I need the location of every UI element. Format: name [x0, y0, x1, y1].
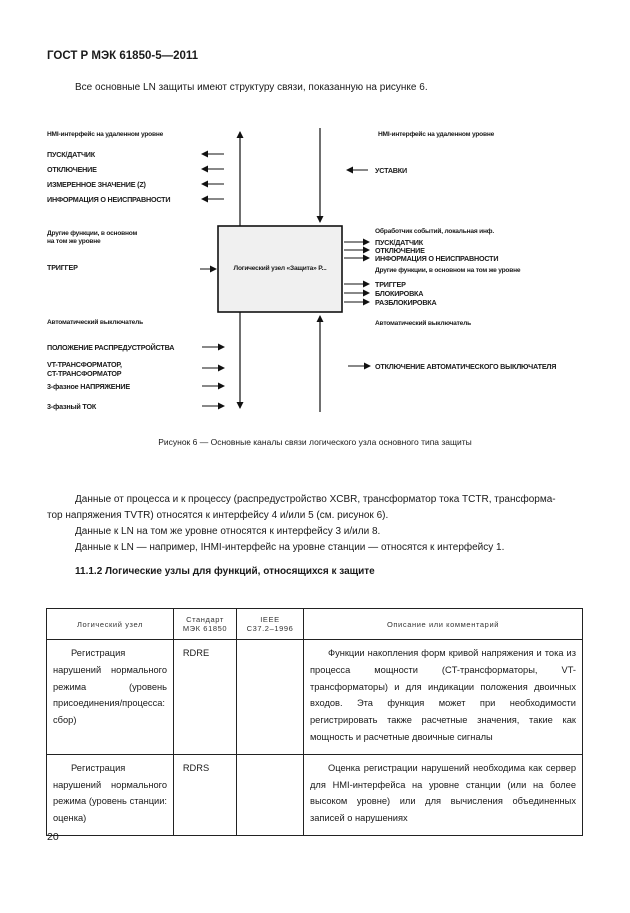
header-iec-standard: Стандарт МЭК 61850: [174, 609, 237, 640]
cell-ieee: [237, 640, 304, 755]
right-events-label: Обработчик событий, локальная инф.: [375, 228, 494, 235]
label-3phase-voltage: 3-фазное НАПРЯЖЕНИЕ: [47, 382, 130, 391]
cell-description: Функции накопления форм кривой напряжения и тока из процесса мощности (CT-трансформаторы, VT-трансформаторы) и для индикации положения двоичных входов. Эта функция может при необходимости регистрировать также расчетные значения, такие как мощность и расчетные двоичные сигналы: [304, 640, 583, 755]
header-ieee: IEEE C37.2–1996: [237, 609, 304, 640]
label-3phase-current: 3-фазный ТОК: [47, 402, 97, 411]
left-top-label: HMI-интерфейс на удаленном уровне: [47, 131, 164, 138]
left-other-functions-line1: Другие функции, в основном: [47, 230, 138, 237]
label-vt-transformer: VT-ТРАНСФОРМАТОР,: [47, 360, 122, 369]
figure-caption: Рисунок 6 — Основные каналы связи логического узла основного типа защиты: [158, 437, 472, 447]
paragraph-2: Данные к LN на том же уровне относятся к интерфейсу 3 и/или 8.: [75, 526, 381, 537]
label-block-out: БЛОКИРОВКА: [375, 289, 424, 298]
label-breaker-trip: ОТКЛЮЧЕНИЕ АВТОМАТИЧЕСКОГО ВЫКЛЮЧАТЕЛЯ: [375, 362, 557, 371]
label-trip: ОТКЛЮЧЕНИЕ: [47, 165, 97, 174]
header-description: Описание или комментарий: [304, 609, 583, 640]
label-trigger-out: ТРИГГЕР: [375, 280, 406, 289]
cell-code: RDRE: [174, 640, 237, 755]
cell-description: Оценка регистрации нарушений необходима как сервер для HMI-интерфейса на уровне станции (или на более высоком уровне) или для вычисления объединенных записей о нарушениях: [304, 754, 583, 835]
table-header-row: [47, 609, 583, 640]
label-start-sensor: ПУСК/ДАТЧИК: [47, 150, 95, 159]
right-other-label: Другие функции, в основном на том же уровне: [375, 267, 521, 274]
table-row: [47, 754, 583, 835]
paragraph-1-line-1: Данные от процесса и к процессу (распредустройство XCBR, трансформатор тока TCTR, трансформа-: [75, 494, 556, 505]
intro-paragraph: Все основные LN защиты имеют структуру связи, показанную на рисунке 6.: [75, 82, 428, 93]
left-breaker-label: Автоматический выключатель: [47, 319, 143, 326]
section-title: 11.1.2 Логические узлы для функций, относящихся к защите: [75, 566, 375, 577]
paragraph-3: Данные к LN — например, IHMI-интерфейс на уровне станции — относятся к интерфейсу 1.: [75, 542, 505, 553]
label-measured-value: ИЗМЕРЕННОЕ ЗНАЧЕНИЕ (Z): [47, 180, 146, 189]
label-fault-info-out: ИНФОРМАЦИЯ О НЕИСПРАВНОСТИ: [375, 254, 499, 263]
cell-ieee: [237, 754, 304, 835]
label-trip-out: ОТКЛЮЧЕНИЕ: [375, 246, 425, 255]
protection-nodes-table: [46, 608, 583, 836]
cell-node: Регистрация нарушений нормального режима (уровень станции: оценка): [47, 754, 174, 835]
left-other-functions-line2: на том же уровне: [47, 238, 101, 245]
cell-node: Регистрация нарушений нормального режима (уровень присоединения/процесса: сбор): [47, 640, 174, 755]
page-number: 20: [47, 831, 59, 843]
label-unblock-out: РАЗБЛОКИРОВКА: [375, 298, 437, 307]
label-trigger-in: ТРИГГЕР: [47, 263, 78, 272]
cell-code: RDRS: [174, 754, 237, 835]
label-switchgear-position: ПОЛОЖЕНИЕ РАСПРЕДУСТРОЙСТВА: [47, 343, 175, 352]
header-logical-node: Логический узел: [47, 609, 174, 640]
label-start-sensor-out: ПУСК/ДАТЧИК: [375, 238, 423, 247]
label-fault-info: ИНФОРМАЦИЯ О НЕИСПРАВНОСТИ: [47, 195, 171, 204]
label-settings: УСТАВКИ: [375, 166, 407, 175]
right-breaker-label: Автоматический выключатель: [375, 320, 471, 327]
label-ct-transformer: CT-ТРАНСФОРМАТОР: [47, 369, 122, 378]
table-row: [47, 640, 583, 755]
paragraph-1-line-2: тор напряжения TVTR) относятся к интерфейсу 4 и/или 5 (см. рисунок 6).: [47, 510, 389, 521]
running-header: ГОСТ Р МЭК 61850-5—2011: [47, 50, 199, 62]
right-top-label: HMI-интерфейс на удаленном уровне: [378, 131, 495, 138]
node-label: Логический узел «Защита» P...: [233, 265, 327, 272]
